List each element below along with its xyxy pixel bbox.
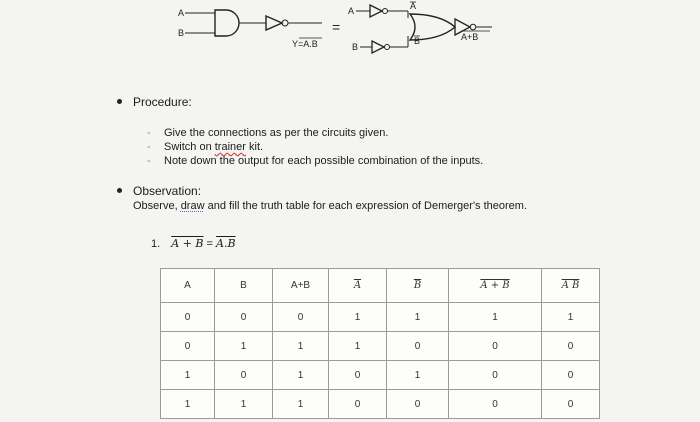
table-cell: 0	[449, 390, 542, 419]
procedure-step-2	[164, 141, 263, 153]
not-gate-a-icon	[370, 5, 382, 17]
table-cell: 0	[542, 390, 600, 419]
expression-item	[151, 237, 236, 250]
dash-icon: -	[147, 127, 151, 139]
table-cell: 1	[387, 361, 449, 390]
step-2-text: Switch on	[164, 141, 215, 153]
column-header-a: A	[161, 269, 215, 303]
table-header-row	[161, 269, 600, 303]
table-cell: 0	[542, 332, 600, 361]
table-cell: 0	[449, 332, 542, 361]
item-number: 1.	[151, 238, 161, 250]
column-header-not-a-and-not-b: A B	[542, 269, 600, 303]
diagram-right-input-b: B	[352, 42, 359, 52]
bullet-icon	[117, 188, 122, 193]
table-cell: 0	[215, 361, 273, 390]
observation-text	[133, 200, 527, 212]
table-cell: 1	[161, 390, 215, 419]
observation-heading: Observation:	[133, 184, 202, 198]
observation-text-end: and fill the truth table for each expression of Demerger's theorem.	[204, 200, 528, 212]
table-row	[161, 332, 600, 361]
table-row	[161, 390, 600, 419]
table-cell: 1	[273, 361, 329, 390]
dash-icon: -	[147, 141, 151, 153]
table-cell: 1	[273, 390, 329, 419]
expression-rhs: A.B	[216, 237, 236, 250]
not-gate-b-icon	[372, 41, 384, 53]
diagram-not-b-label: B	[414, 36, 421, 46]
table-cell: 1	[161, 361, 215, 390]
expression-equals: =	[203, 238, 217, 250]
table-cell: 1	[329, 303, 387, 332]
observation-marked-word: draw	[180, 200, 205, 212]
truth-table	[160, 268, 600, 419]
diagram-input-a: A	[178, 8, 185, 18]
diagram-right-output: A+B	[461, 32, 479, 42]
table-cell: 0	[215, 303, 273, 332]
table-cell: 1	[542, 303, 600, 332]
procedure-heading: Procedure:	[133, 95, 192, 109]
table-cell: 0	[542, 361, 600, 390]
step-2-marked-word: trainer	[214, 141, 246, 153]
procedure-step-1	[164, 127, 388, 139]
dash-icon: -	[147, 155, 151, 167]
table-cell: 1	[449, 303, 542, 332]
table-cell: 0	[161, 332, 215, 361]
diagram-left-output: Y=A.B	[292, 39, 318, 49]
step-3-text: Note down the output for each possible combination of the inputs.	[164, 155, 484, 167]
table-cell: 0	[449, 361, 542, 390]
table-row	[161, 303, 600, 332]
not-gate-icon	[266, 16, 282, 30]
step-1-text: Give the connections as per the circuits given.	[164, 127, 389, 139]
table-cell: 0	[329, 390, 387, 419]
table-cell: 0	[329, 361, 387, 390]
and-gate-icon	[215, 10, 239, 36]
observation-text-start: Observe,	[133, 200, 181, 212]
diagram-equals: =	[332, 19, 341, 35]
table-cell: 1	[273, 332, 329, 361]
expression-lhs: A + B	[171, 237, 204, 250]
diagram-not-a-label: A	[410, 1, 417, 11]
column-header-b: B	[215, 269, 273, 303]
logic-gate-diagram	[0, 0, 700, 60]
column-header-not-b: $\overline{B}$	[387, 269, 449, 303]
table-cell: 1	[215, 332, 273, 361]
column-header-nor: A + B	[449, 269, 542, 303]
table-cell: 1	[329, 332, 387, 361]
table-cell: 0	[161, 303, 215, 332]
diagram-input-b: B	[178, 28, 185, 38]
step-2-text-end: kit.	[245, 141, 264, 153]
table-row	[161, 361, 600, 390]
bullet-icon	[117, 99, 122, 104]
table-cell: 0	[273, 303, 329, 332]
diagram-right-input-a: A	[348, 6, 355, 16]
table-cell: 1	[387, 303, 449, 332]
column-header-not-a: $\overline{A}$	[329, 269, 387, 303]
table-cell: 0	[387, 390, 449, 419]
table-cell: 1	[215, 390, 273, 419]
procedure-step-3	[164, 155, 483, 167]
column-header-a-or-b: A+B	[273, 269, 329, 303]
table-cell: 0	[387, 332, 449, 361]
